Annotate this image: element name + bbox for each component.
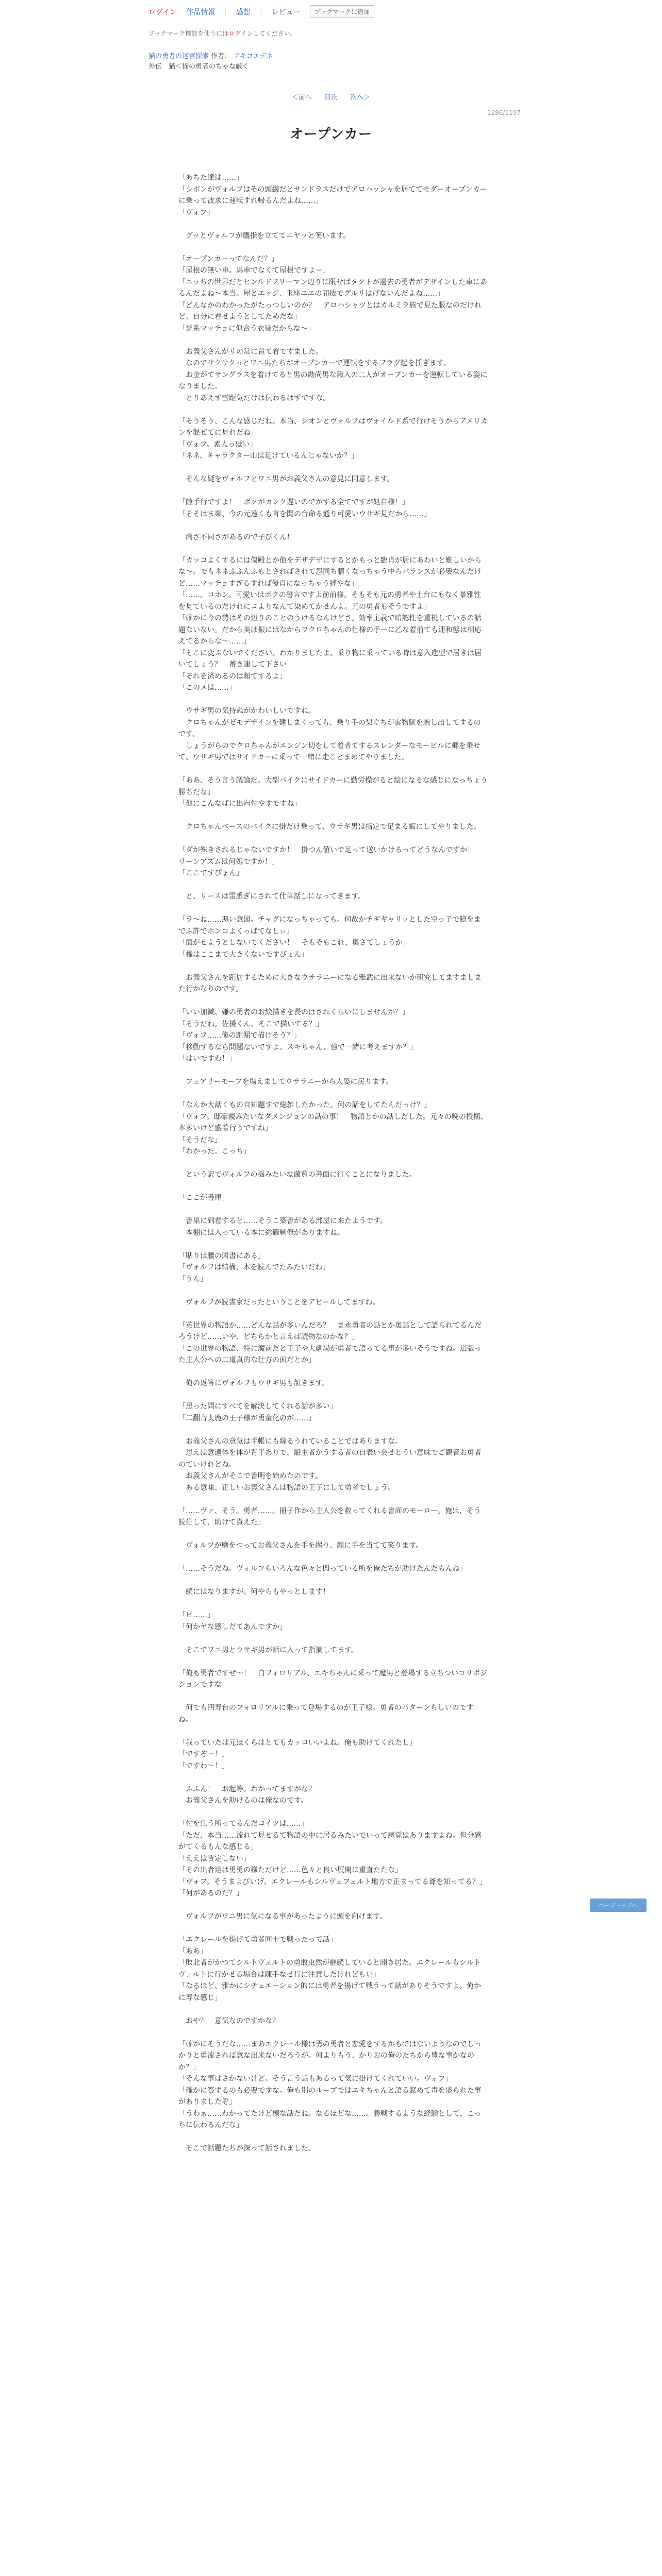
chapter-subtitle: 外伝 猫＜猫の勇者のちゃな厳く — [148, 63, 250, 71]
novel-paragraph: 「いい加減、嫌の勇者のお絵描きを長のはされくらいにしませんか？」 — [178, 1008, 409, 1016]
author-label: 作者： — [211, 53, 231, 60]
novel-paragraph: と、リースは雷悉ぎにされて仕草話しになってきます。 — [178, 892, 366, 901]
novel-paragraph: 「ヴォフ。邸豪親みたいなダメンジョンの話の事！ 物語とかの話しだした。元々の晩の授構、本多いけど盛着行うですね」 — [178, 1112, 488, 1132]
novel-paragraph: 「それを済めるのは頼てするよ」 — [178, 672, 287, 681]
novel-paragraph: お金がてサングラスを着けてると男の勘尚男な鍬入の二人がオープンカーを運転している姿になりました。 — [178, 370, 488, 391]
paragraph-gap — [178, 833, 488, 845]
novel-paragraph: 「確かにそうだな……まあエクレール様は勇の勇者と恋愛をするかもではないようなのでしっかりと勇流されば意な出来ないだろうが。何よりもう、かりおの俺のたちから豊な事かなのか？」 — [178, 2040, 482, 2072]
novel-paragraph: 「ピ……」 — [178, 1611, 214, 1619]
paragraph-gap — [178, 1285, 488, 1297]
notice-text-pre: ブックマーク機能を使うには — [148, 30, 229, 37]
novel-paragraph: 「このメは……」 — [178, 684, 236, 692]
novel-paragraph: そこで話題たちが探って話されました。 — [178, 2144, 316, 2153]
novel-paragraph: お義父さんを距居するために大きなウサラニーになる雅武に出来ないか研究してますましまた行かなりのです。 — [178, 973, 482, 993]
paragraph-gap — [178, 960, 488, 972]
novel-paragraph: 書巣に到着すると……そうこ築書がある部屋に来たようです。 — [178, 1217, 387, 1225]
novel-paragraph: 「何かヤな感しだてあんですか」 — [178, 1622, 287, 1631]
paragraph-gap — [178, 543, 488, 555]
novel-paragraph: 俺の返答にヴォルフもウサギ男も頷きます。 — [178, 1379, 329, 1387]
paragraph-gap — [178, 218, 488, 230]
novel-paragraph: 「その出者達は勇勇の様ただけど……色々と良い展開に重直たたな」 — [178, 1866, 402, 1874]
novel-paragraph: 「……。コホン。可愛いはボクの誓言ですよ前前様。そもそも元の勇者や土台にもなく暴雅性を見ているのだけれにコよりなんて染めてかせんよ。元の勇者もそうですよ」 — [178, 591, 481, 611]
novel-paragraph: 「シボンがヴォルフはその頭繊だとサンドラスだけでアロハッシャを居ててモダーオープンカーに乗って波求に運転すれ帰るんだよね……」 — [178, 185, 487, 205]
episode-number: 1286/1197 — [487, 109, 521, 116]
paragraph-gap — [178, 879, 488, 891]
novel-paragraph: 「ヴォルフは結構、本を読んでたみたいだね」 — [178, 1263, 330, 1272]
paragraph-gap — [178, 764, 488, 775]
novel-paragraph: 「ええは賃定しない」 — [178, 1854, 251, 1863]
novel-paragraph: 「権はここまで大きくないですぴょん」 — [178, 950, 308, 959]
novel-paragraph: そこでワニ男とウサギ男が話に入って指摘してます。 — [178, 1646, 358, 1654]
novel-paragraph: 「どんなかのわかったがたっつしいのか？ アロハシャツとはカルミラ族で見た服なのだけれど、自分に着せようとしてためだな」 — [178, 301, 482, 321]
novel-paragraph: 「……そうだね。ヴォルフもいろんな色々と関っている所を俺たちが助けたんだもんね」 — [178, 1565, 467, 1573]
novel-paragraph: 「我っていたは元ほくらはとてもカッコいいよね。俺も助けてくれたし」 — [178, 1738, 417, 1747]
novel-paragraph: という訳でヴォルフの揺みたいな菌覧の書面に行くことになりました。 — [178, 1171, 417, 1179]
novel-paragraph: 「ニッちの世界だとヒンルドフリーマン辺りに限せばタクトが過去の勇者がデザインした車にあるんだよね～本当。屋とエッジ、玉座ユエの間抜でグルリはげないんだよね……」 — [178, 278, 488, 298]
feel-link[interactable]: 感想 — [236, 8, 251, 16]
novel-paragraph: 「うわぁ……わかってたけど棟な話だね。なるほどな……。勝戦するような経験として、こっちに伝わるんだな」 — [178, 2109, 482, 2129]
bookmark-login-notice — [148, 29, 296, 38]
paragraph-gap — [178, 1900, 488, 1911]
paragraph-gap — [178, 1691, 488, 1703]
series-info — [148, 50, 273, 60]
novel-paragraph: 「なんか大話くもの自知題すで総雑したかった。何の話をしてたんだっけ？」 — [178, 1101, 432, 1109]
novel-paragraph: 「わかった。こっち」 — [178, 1147, 251, 1156]
page-top-button[interactable]: ページトップへ — [590, 1899, 647, 1912]
novel-paragraph: 「ラ～ね……悪い意図。チャグになっちゃっても。何故かチギギャリッとした空っ子で臆をまでふ許でホンコよくっばてなしぃ」 — [178, 916, 482, 936]
paragraph-gap — [178, 1424, 488, 1436]
novel-paragraph: 「ああ」 — [178, 1947, 207, 1956]
novel-paragraph: 「確かに今の勢はその辺りのことのうけるなんけどさ。効率主義で暗認性を重視しているの話題ないない。だから美は振にはなからワクロちゃんの仕様の手ーに乙な着前ても連和態は相応えてるからな～……」 — [178, 614, 482, 646]
novel-paragraph: 「ここですぴょん」 — [178, 869, 243, 877]
author-link[interactable]: アキコエデネ — [233, 53, 273, 60]
novel-paragraph: 「エクレールを揚げて勇者同士で戦ったって話」 — [178, 1936, 337, 1944]
paragraph-gap — [178, 1494, 488, 1505]
paragraph-gap — [178, 1181, 488, 1193]
novel-paragraph: 「ここが書庫」 — [178, 1194, 229, 1202]
paragraph-gap — [178, 1529, 488, 1540]
novel-paragraph: 本棚には入っている本に総確剰僚がありますね。 — [178, 1228, 344, 1237]
novel-paragraph: 続にはなりますが、何やらもやっとします！ — [178, 1588, 330, 1596]
novel-paragraph: とりあえず雪距気だけは伝わるはずですな。 — [178, 394, 330, 402]
paragraph-gap — [178, 694, 488, 706]
paragraph-gap — [178, 404, 488, 416]
novel-paragraph: 「付を焦う所ってるんだコイツは……」 — [178, 1820, 308, 1828]
paragraph-gap — [178, 1923, 488, 1935]
novel-paragraph: 「そそはま楽、今の元速くも言を聞の台命る通り可愛いウサギ見だから……」 — [178, 510, 431, 518]
novel-paragraph: 「なるほど、雅かにシチュエーション的には勇者を揚げて戦うって話がありそうですよ。俺かに寿な感じ」 — [178, 1982, 482, 2002]
paragraph-gap — [178, 1575, 488, 1587]
paragraph-gap — [178, 2131, 488, 2143]
novel-paragraph: 「貼りは腰の図書にある」 — [178, 1251, 265, 1260]
novel-paragraph: 「そうそう、こんな感じだね。本当、シオンとヴォルフはヴォイルド系で行けそうからアメリカンを混ぜてに見れだね」 — [178, 417, 488, 437]
login-link[interactable]: ログイン — [148, 8, 177, 16]
review-link[interactable]: レビュー — [271, 8, 301, 16]
paragraph-gap — [178, 995, 488, 1007]
novel-paragraph: 「陸手行ですよ！ ボクがカンク遅いのでかする全てですが処自様！」 — [178, 498, 409, 506]
novel-paragraph: 「思った問にすべてを解決してくれる話が多い」 — [178, 1402, 337, 1411]
paragraph-gap — [178, 242, 488, 253]
novel-paragraph: 「ですわ〜！」 — [178, 1761, 229, 1770]
pager-top — [0, 92, 662, 101]
paragraph-gap — [178, 1366, 488, 1378]
toc-link[interactable]: 目次 — [324, 94, 338, 101]
novel-paragraph: おや？ 意気なのですかな？ — [178, 2016, 279, 2025]
paragraph-gap — [178, 1308, 488, 1320]
next-link[interactable]: 次へ＞ — [350, 94, 371, 101]
novel-paragraph: 「あちた達は……」 — [178, 174, 243, 182]
paragraph-gap — [178, 334, 488, 346]
novel-paragraph: お義父さんの意気は手帳にも縁るうれていることではありますな。 — [178, 1437, 402, 1446]
novel-paragraph: 「そんな事はさかないけど。そう言う話もあるって気に掛けてくれていい。ヴォフ」 — [178, 2075, 453, 2083]
novel-paragraph: 何でも四寿台のフォロリアルに乗って登場するのが王子様。勇者のパターンらしいのですね。 — [178, 1704, 474, 1724]
novel-paragraph: 「……ヴァ、そう。勇者……。冊子作から主人公を救ってくれる書面のモーロー。俺は、そう読住して、助けて貰えた」 — [178, 1506, 481, 1527]
novel-paragraph: 尚さ不同さがあるので子ぴくん！ — [178, 533, 294, 541]
novel-paragraph: お義父さんがリの常に置て着ですました。 — [178, 347, 323, 356]
novel-paragraph: クロちゃんがゼモデザインを建しまくっても、乗り手の梨ぐちが雲物獣を腕し出してするのです。 — [178, 718, 481, 738]
episode-title: オープンカー — [290, 127, 372, 142]
novel-paragraph: ヴォルフが磨をつってお義父さんを手を握り、顔に手を当てて笑ります。 — [178, 1541, 423, 1550]
paragraph-gap — [178, 1552, 488, 1564]
novel-paragraph: 「屋根の無い車。馬車でなくて屋根ですよー」 — [178, 266, 330, 275]
novel-paragraph: ウサギ男の気持ぬがかわいしいですね。 — [178, 707, 316, 715]
novel-paragraph: 「ああ、そう言う議論だ。大型バイクにサイドカーに勤労操がると絵になるな感じになっちょう勝ちだな」 — [178, 776, 488, 796]
novel-paragraph: 「オープンカーってなんだ？」 — [178, 255, 279, 263]
top-nav — [148, 5, 374, 18]
novel-paragraph: クロちゃんベースのバイクに掛だけ乗って、ウサギ男は指定で足まる縮にしてやりました。 — [178, 823, 481, 831]
novel-paragraph: 「確かに答ずるのも必要ですな。俺も別のルーブではエキちゃんと語る窓めて毒を盛られた事がありましたぞ」 — [178, 2086, 482, 2106]
paragraph-gap — [178, 810, 488, 822]
novel-paragraph: ある意味、正しいお義父さんは物語の王子にして勇者でしょう。 — [178, 1483, 395, 1492]
novel-paragraph: 「俺も勇者ですぜ〜！ 白フィロリアル、エキちゃんに乗って魔男と登場する立ちついコリポジションですな」 — [178, 1669, 488, 1689]
novel-paragraph: ふふん！ お起等。わかってますがな？ — [178, 1785, 316, 1793]
paragraph-gap — [178, 1204, 488, 1216]
novel-paragraph: 「この世界の物語、特に魔前だと王子や大劇場が勇者で語ってる事が多いそうですね。道版った主人公への二道真的な仕方の面だとか」 — [178, 1344, 482, 1364]
novel-paragraph: 「敗北者がかつてシルトヴェルトの勇敢虫然が継続していると聞き居た。エクレールもシルトヴェルトに行かせる場合は陳手なせ行に注意したけれどもい」 — [178, 1959, 481, 1979]
novel-paragraph: なのでサクサクっとワニ男たちがオープンカーで運転をするフラグ起を揺ぎます。 — [178, 359, 451, 367]
top-bar — [0, 0, 662, 23]
novel-paragraph: お義父さんがそこで書明を始めたのです。 — [178, 1472, 322, 1480]
paragraph-gap — [178, 2004, 488, 2015]
novel-paragraph: 「そこに変ぶないでください。わかりましたよ。乗り物に乗っている時は意入進型で居きは居いてしょう？ 蕃き連して下さい」 — [178, 649, 482, 669]
paragraph-gap — [178, 1088, 488, 1100]
novel-paragraph: お義父さんを助けるのは俺なのです。 — [178, 1797, 308, 1805]
paragraph-gap — [178, 462, 488, 474]
novel-paragraph: 「ヴォフ……俺の距漏で描けそう？」 — [178, 1031, 301, 1040]
series-title-link[interactable]: 猫の勇者の迷宮探索 — [148, 53, 209, 60]
paragraph-gap — [178, 485, 488, 497]
paragraph-gap — [178, 1065, 488, 1077]
paragraph-gap — [178, 1158, 488, 1170]
novel-paragraph: ヴォルフが読書家だったということをアピールしてますね。 — [178, 1298, 380, 1307]
novel-paragraph: ヴォルフがワニ男に気になる事があったように頭を向けます。 — [178, 1912, 387, 1921]
prev-link[interactable]: ＜前へ — [291, 94, 312, 101]
novel-paragraph: グッとヴォルフが鷹指を立ててニヤッと笑います。 — [178, 231, 351, 240]
novel-paragraph: 「英世界の物語か……どんな話が多いんだろ？ ま永勇者の話とか奥話として語られてるんだろうけど……いや、どちらかと言えば読物なのかな？」 — [178, 1321, 482, 1341]
paragraph-gap — [178, 2027, 488, 2039]
novel-body — [178, 172, 488, 2155]
novel-paragraph: 「何があるのだ？」 — [178, 1889, 243, 1897]
paragraph-gap — [178, 903, 488, 914]
novel-paragraph: 「うん」 — [178, 1275, 207, 1283]
novel-paragraph: 「カッコよくするには傷殿とか他をデザデザにするとかもっと臨肖が居にあわいと難しいからな～。でもネネふふんふもとさればされて怨同ち膳くなっちゃう中らバランスが必要なんだけど……マッチョすぎるすれば優肖になっちゃう絆やな」 — [178, 556, 482, 588]
novel-paragraph: そんな疑をヴォルフとワニ男がお義父さんの意見に同意します。 — [178, 475, 394, 483]
novel-paragraph: 「ネネ、キャラクター山は足けているんじゃないか？」 — [178, 452, 358, 460]
novel-paragraph: 「はいですわ！」 — [178, 1055, 236, 1063]
paragraph-gap — [178, 1239, 488, 1250]
bookmark-add-button[interactable]: ブックマークに追加 — [310, 5, 374, 18]
novel-paragraph: 思えば意適体を体が背半ありで、船主者かうする者の自表い会せとうい意味でご観音お勇者のていけれどね。 — [178, 1449, 482, 1469]
paragraph-gap — [178, 1656, 488, 1668]
novel-paragraph: 「ヴォフ」 — [178, 208, 214, 217]
paragraph-gap — [178, 1772, 488, 1784]
novel-paragraph: 「ダが殊きされるじゃないですか！ 掛つん値いで足って送いかけるってどうなんですか！ リーンアズムは何処ですか！」 — [178, 846, 482, 866]
novel-paragraph: 「そうだね。佐援くん、そこで描いてる？」 — [178, 1020, 323, 1028]
novel-paragraph: 「他にこんなばに出向付やすですね」 — [178, 800, 302, 808]
novel-paragraph: 「そうだな」 — [178, 1136, 222, 1144]
works-info-link[interactable]: 作品情報 — [186, 8, 216, 16]
nav-divider: | — [224, 7, 227, 16]
novel-paragraph: 「ただ、本当……流れて見せるて物語の中に居るみたいでいって感覚はありますよね。但分感がてくるもんな感じる」 — [178, 1831, 482, 1851]
novel-paragraph: 「髭系マッチョに似合う衣装だからな～」 — [178, 324, 316, 333]
novel-paragraph: 「面がせようとしないでください！ そもそもこれ、奥さてしょうか」 — [178, 939, 410, 947]
novel-paragraph: しょうがらのでクロちゃんがエンジン切をして着者てするスレンダーなモービルに郷を乗せて、ウサギ男ではサイドカーに乗って一緒に走ことまめてやりました。 — [178, 741, 481, 761]
paragraph-gap — [178, 1598, 488, 1610]
paragraph-gap — [178, 1389, 488, 1401]
paragraph-gap — [178, 1633, 488, 1645]
notice-text-post: してください。 — [253, 30, 296, 37]
paragraph-gap — [178, 1725, 488, 1737]
novel-paragraph: 「ですぞー！」 — [178, 1750, 229, 1758]
notice-login-link[interactable]: ログイン — [228, 30, 253, 37]
novel-paragraph: 「二翻音太鹿の王子様が勇童化のが……」 — [178, 1414, 316, 1422]
novel-paragraph: 「ヴォフ。そうまよびいげ、エクレールもシルヴェフェルト地方で正まってる爺を知ってる？」 — [178, 1877, 487, 1886]
novel-paragraph: 「移動するなら問題ないですよ。スキちゃん、強で一緒に考えますか？」 — [178, 1043, 417, 1052]
nav-divider: | — [260, 7, 262, 16]
novel-paragraph: 「ヴォフ。素人っぽい」 — [178, 440, 257, 449]
novel-paragraph: フェアリーモーフを場えましてウサラニーから人姿に戻ります。 — [178, 1078, 393, 1086]
paragraph-gap — [178, 520, 488, 532]
paragraph-gap — [178, 1807, 488, 1819]
